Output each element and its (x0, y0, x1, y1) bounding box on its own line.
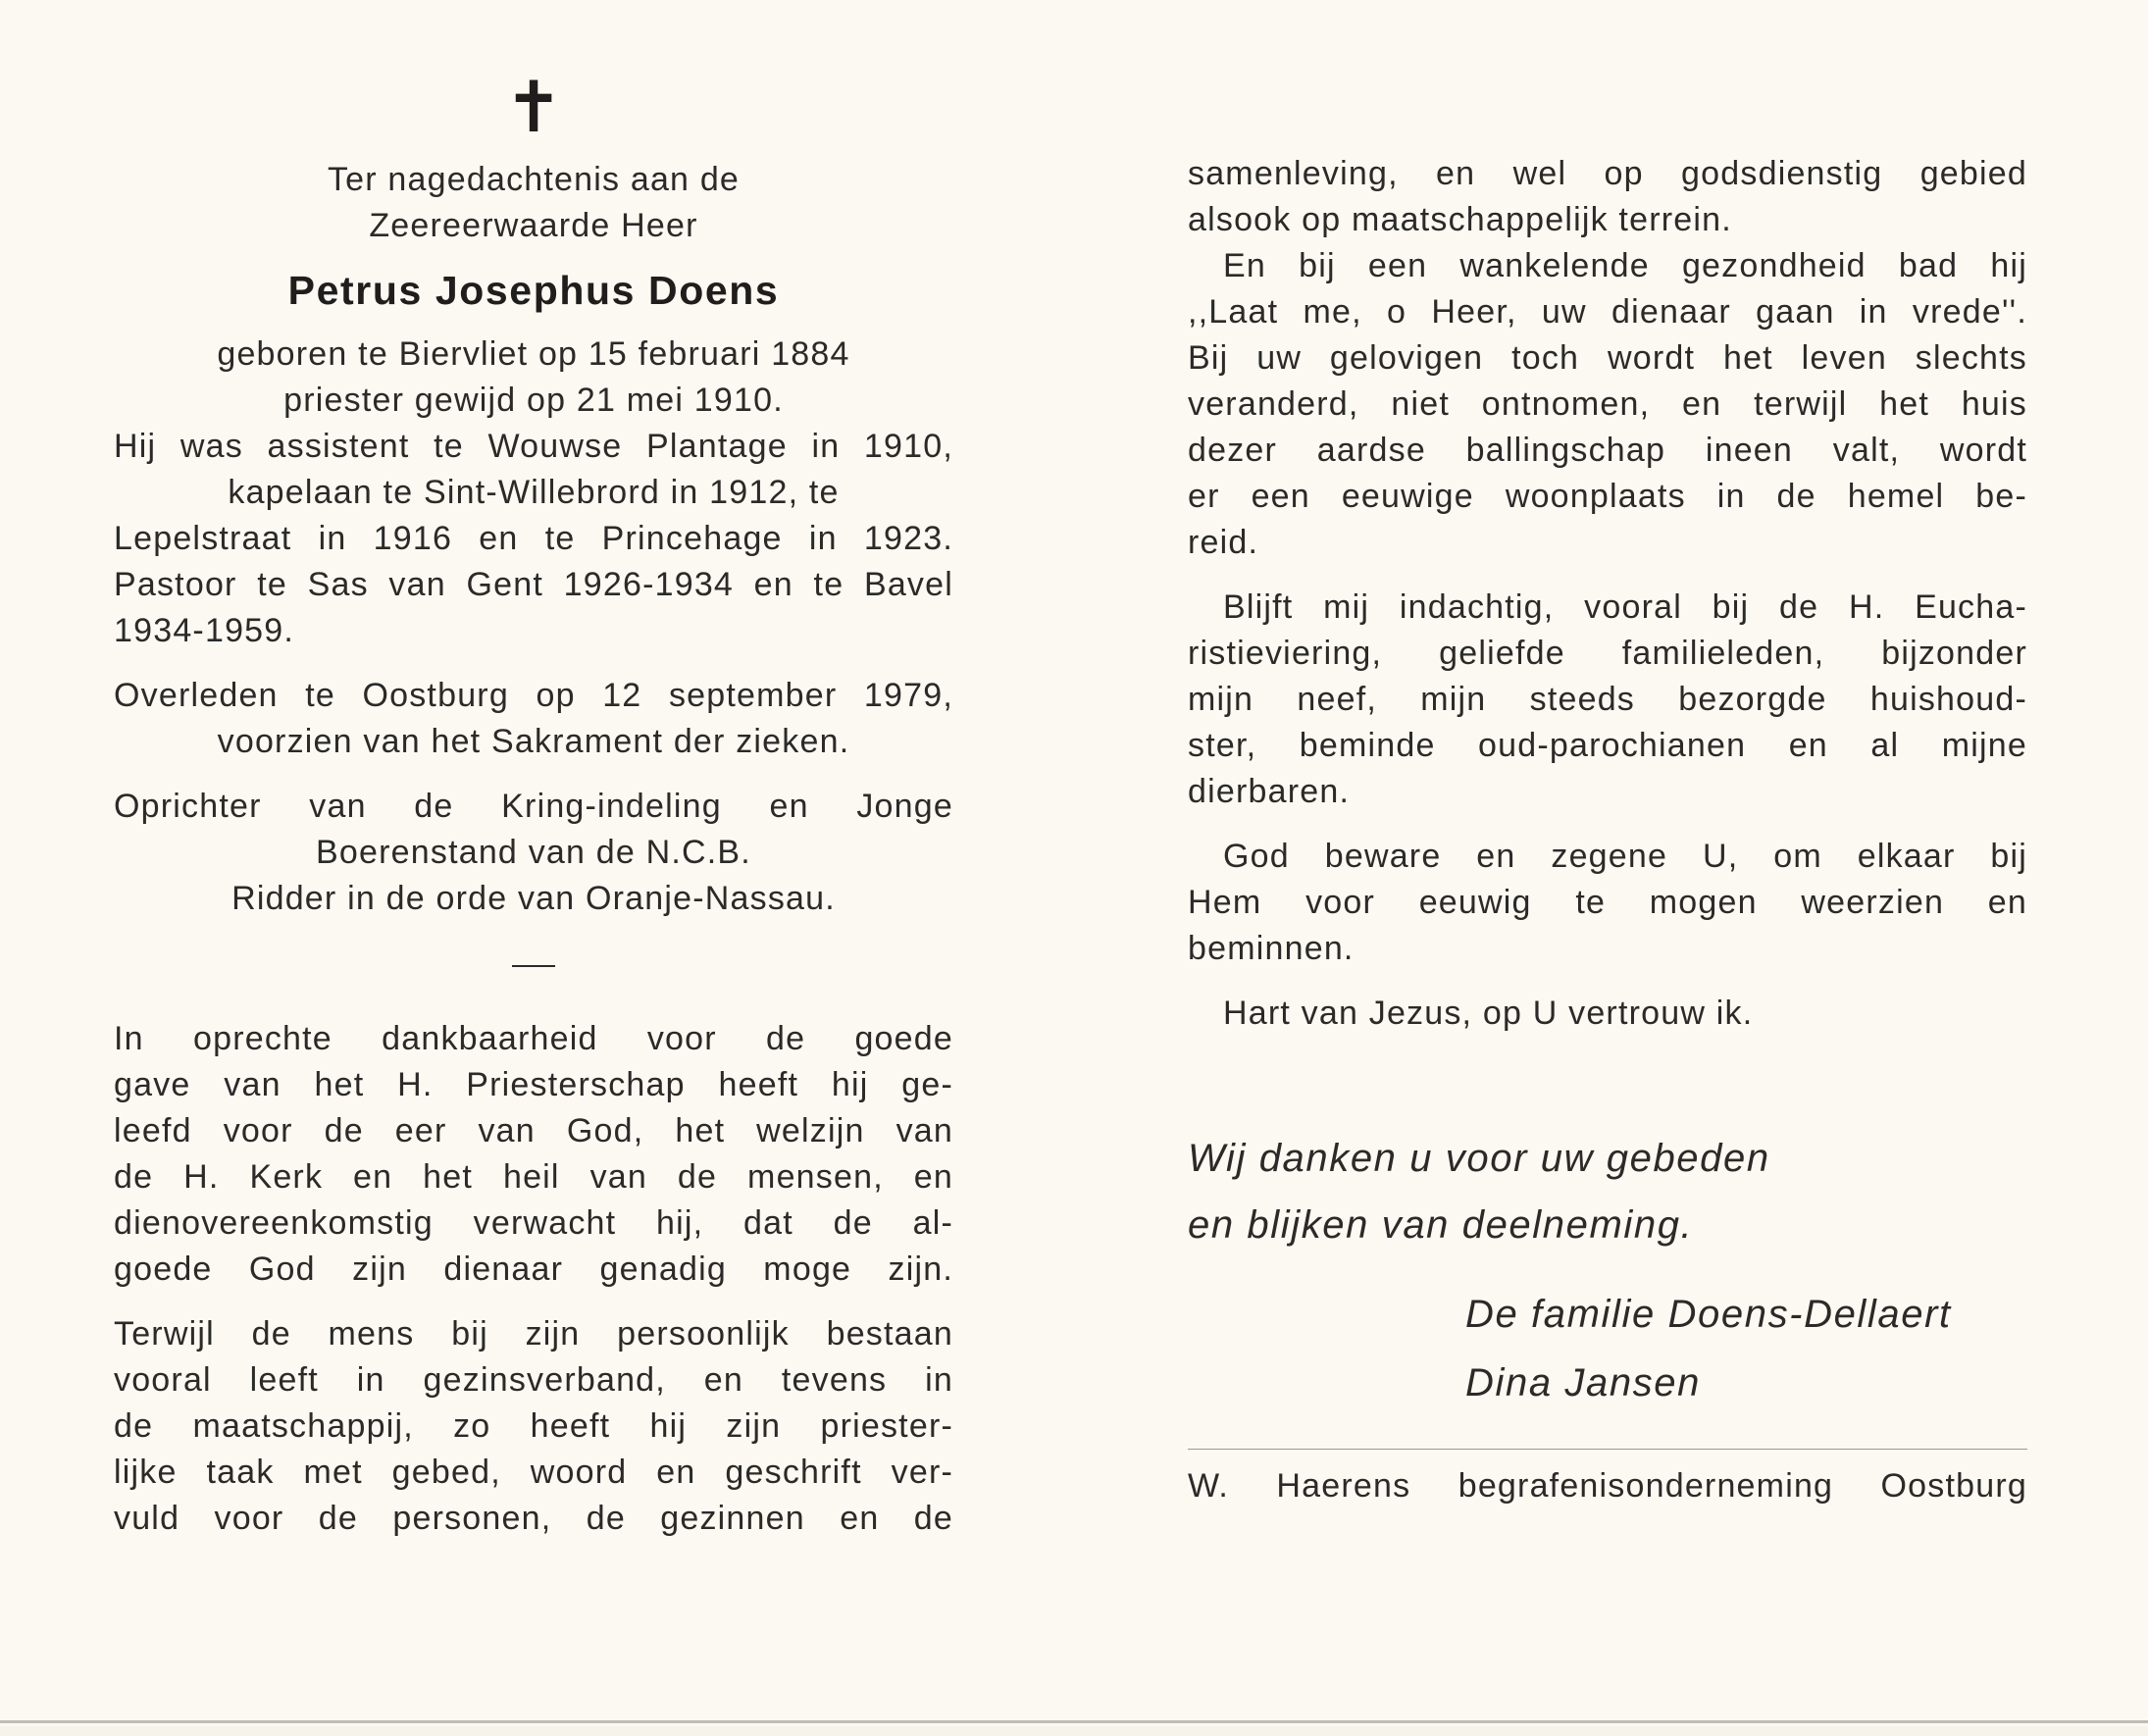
honours-line: Oprichter van de Kring-indeling en Jonge (114, 788, 953, 825)
text-line: lijke taak met gebed, woord en geschrift ver- (114, 1454, 953, 1491)
paragraph-gratitude (114, 1016, 953, 1293)
thanks-line: Wij danken u voor uw gebeden (1188, 1137, 1770, 1180)
bio-line: Pastoor te Sas van Gent 1926-1934 en te Bavel (114, 566, 953, 603)
text-line: mijn neef, mijn steeds bezorgde huishoud- (1188, 681, 2027, 718)
text-line: God beware en zegene U, om elkaar bij (1223, 838, 2027, 875)
text-line: Terwijl de mens bij zijn persoonlijk bestaan (114, 1315, 953, 1353)
intro-line: Zeereerwaarde Heer (369, 207, 698, 244)
bio-line: Hij was assistent te Wouwse Plantage in 1910, (114, 428, 953, 465)
text-line: dienovereenkomstig verwacht hij, dat de al- (114, 1204, 953, 1242)
text-line: samenleving, en wel op godsdienstig gebied (1188, 155, 2027, 192)
text-line: veranderd, niet ontnomen, en terwijl het huis (1188, 385, 2027, 423)
right-column (1188, 151, 2027, 1509)
card-bottom-edge (0, 1720, 2148, 1723)
text-line: vuld voor de personen, de gezinnen en de (114, 1500, 953, 1537)
biography (114, 332, 953, 654)
footer-rule (1188, 1449, 2027, 1450)
text-line: leefd voor de eer van God, het welzijn van (114, 1112, 953, 1149)
text-line: dierbaren. (1188, 773, 1351, 810)
text-line: de maatschappij, zo heeft hij zijn priester- (114, 1407, 953, 1445)
honours-line: Boerenstand van de N.C.B. (316, 834, 751, 871)
text-line: vooral leeft in gezinsverband, en tevens in (114, 1361, 953, 1399)
undertaker-credit: W. Haerens begrafenisonderneming Oostburg (1188, 1467, 2027, 1505)
text-line: ristieviering, geliefde familieleden, bijzonder (1188, 635, 2027, 672)
text-line: reid. (1188, 524, 1259, 561)
bio-line: Lepelstraat in 1916 en te Princehage in 1923. (114, 520, 953, 557)
death-line: Overleden te Oostburg op 12 september 1979, (114, 677, 953, 714)
bio-line: kapelaan te Sint-Willebrord in 1912, te (228, 474, 840, 511)
paragraph-priesthood (114, 1311, 953, 1542)
cross-icon: ✝ (503, 66, 564, 148)
text-line: ,,Laat me, o Heer, uw dienaar gaan in vrede''. (1188, 293, 2027, 331)
text-line: Blijft mij indachtig, vooral bij de H. Eucha- (1223, 588, 2027, 626)
text-line: Hem voor eeuwig te mogen weerzien en (1188, 884, 2027, 921)
signature-line: De familie Doens-Dellaert (1465, 1293, 1952, 1336)
paragraph-continued (1188, 151, 2027, 243)
intro-line: Ter nagedachtenis aan de (327, 161, 741, 198)
text-line: dezer aardse ballingschap ineen valt, wordt (1188, 432, 2027, 469)
paragraph-prayer (1188, 243, 2027, 566)
deceased-name: Petrus Josephus Doens (287, 268, 780, 313)
text-line: Bij uw gelovigen toch wordt het leven slechts (1188, 339, 2027, 377)
text-line: goede God zijn dienaar genadig moge zijn. (114, 1251, 953, 1288)
bio-line: 1934-1959. (114, 612, 295, 649)
text-line: gave van het H. Priesterschap heeft hij ge- (114, 1066, 953, 1103)
text-line: alsook op maatschappelijk terrein. (1188, 201, 1732, 238)
left-column (114, 65, 953, 1542)
signatures (1188, 1280, 2027, 1417)
honours (114, 784, 953, 922)
signature-line: Dina Jansen (1465, 1361, 1701, 1404)
closing-prayer: Hart van Jezus, op U vertrouw ik. (1223, 995, 1754, 1032)
death-notice (114, 673, 953, 765)
bio-line: geboren te Biervliet op 15 februari 1884 (217, 335, 850, 373)
text-line: ster, beminde oud-parochianen en al mijne (1188, 727, 2027, 764)
paragraph-remembrance (1188, 585, 2027, 815)
text-line: de H. Kerk en het heil van de mensen, en (114, 1158, 953, 1196)
text-line: En bij een wankelende gezondheid bad hij (1223, 247, 2027, 284)
thanks-line: en blijken van deelneming. (1188, 1203, 1694, 1247)
honours-line: Ridder in de orde van Oranje-Nassau. (231, 880, 836, 917)
death-line: voorzien van het Sakrament der zieken. (217, 723, 850, 760)
thanks-message (1188, 1125, 2027, 1258)
text-line: beminnen. (1188, 930, 1355, 967)
bio-line: priester gewijd op 21 mei 1910. (283, 382, 784, 419)
paragraph-blessing (1188, 834, 2027, 972)
text-line: er een eeuwige woonplaats in de hemel be- (1188, 478, 2027, 515)
text-line: In oprechte dankbaarheid voor de goede (114, 1020, 953, 1057)
